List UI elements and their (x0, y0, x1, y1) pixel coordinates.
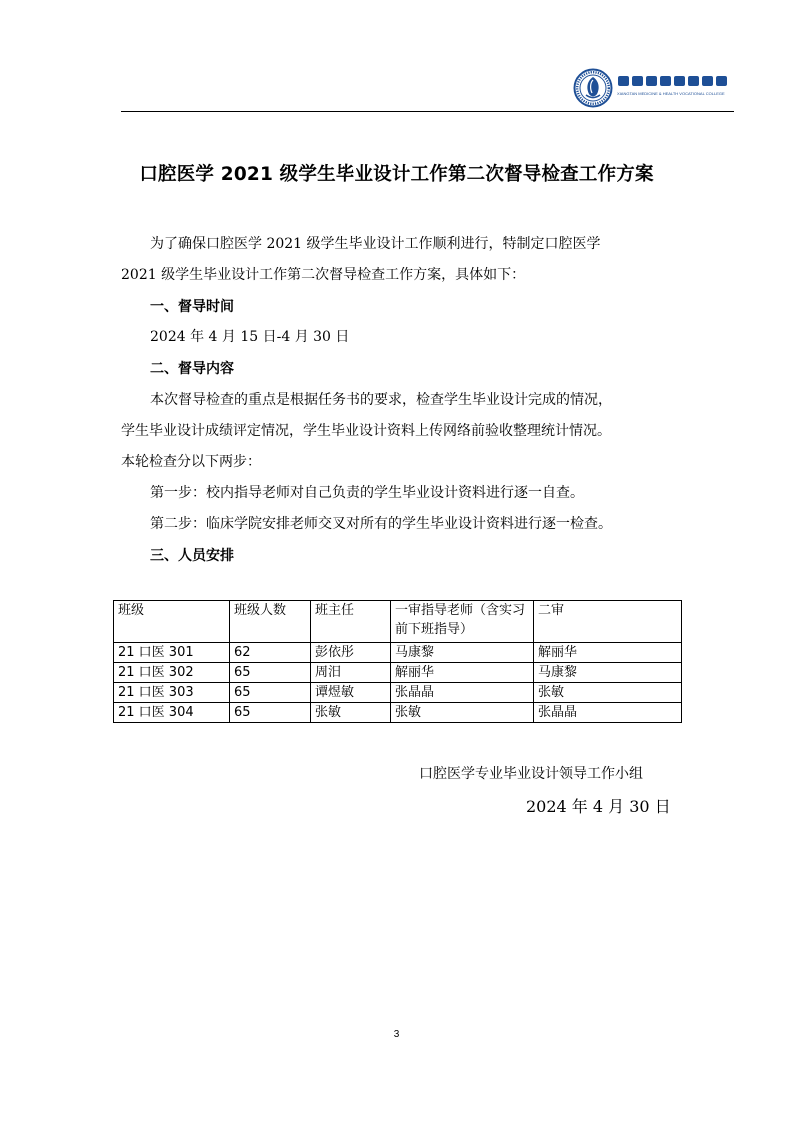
college-logo (573, 68, 733, 110)
cell-class: 21 口医 302 (114, 663, 230, 683)
cell-class: 21 口医 304 (114, 703, 230, 723)
section-heading-staff: 三、人员安排 (150, 548, 234, 564)
cell-second-reviewer: 解丽华 (534, 643, 682, 663)
cell-first-reviewer: 马康黎 (391, 643, 534, 663)
table-row (114, 703, 682, 723)
page-number: 3 (393, 1029, 400, 1040)
college-seal-icon (573, 68, 613, 108)
cell-head-teacher: 彭依彤 (311, 643, 391, 663)
cell-first-reviewer: 张敏 (391, 703, 534, 723)
table-row (114, 683, 682, 703)
document-title: 口腔医学 2021 级学生毕业设计工作第二次督导检查工作方案 (139, 164, 654, 185)
section-heading-content: 二、督导内容 (150, 361, 234, 377)
staff-table (113, 600, 682, 723)
college-name-en: XIANGTAN MEDICINE & HEALTH VOCATIONAL COLLEGE (617, 91, 725, 96)
college-name-calligraphy (617, 74, 731, 88)
cell-head-teacher: 谭煜敏 (311, 683, 391, 703)
content-line-1: 本次督导检查的重点是根据任务书的要求，检查学生毕业设计完成的情况， (150, 392, 612, 408)
cell-student-count: 62 (230, 643, 311, 663)
cell-first-reviewer: 解丽华 (391, 663, 534, 683)
cell-class: 21 口医 303 (114, 683, 230, 703)
header-second-reviewer: 二审 (534, 601, 682, 643)
supervision-dates: 2024 年 4 月 15 日-4 月 30 日 (150, 329, 350, 345)
cell-second-reviewer: 马康黎 (534, 663, 682, 683)
content-line-2: 学生毕业设计成绩评定情况，学生毕业设计资料上传网络前验收整理统计情况。 (121, 423, 611, 439)
intro-line-2: 2021 级学生毕业设计工作第二次督导检查工作方案，具体如下： (121, 267, 526, 283)
header-head-teacher: 班主任 (311, 601, 391, 643)
table-row (114, 643, 682, 663)
table-header-row (114, 601, 682, 643)
cell-second-reviewer: 张晶晶 (534, 703, 682, 723)
signing-date: 2024 年 4 月 30 日 (526, 797, 671, 816)
step-two: 第二步：临床学院安排老师交叉对所有的学生毕业设计资料进行逐一检查。 (150, 516, 612, 532)
header-first-reviewer: 一审指导老师（含实习前下班指导） (391, 601, 534, 643)
cell-student-count: 65 (230, 683, 311, 703)
content-line-3: 本轮检查分以下两步： (121, 454, 261, 470)
intro-line-1: 为了确保口腔医学 2021 级学生毕业设计工作顺利进行，特制定口腔医学 (150, 236, 601, 252)
cell-student-count: 65 (230, 663, 311, 683)
cell-student-count: 65 (230, 703, 311, 723)
cell-second-reviewer: 张敏 (534, 683, 682, 703)
header-class: 班级 (114, 601, 230, 643)
table-row (114, 663, 682, 683)
cell-head-teacher: 周汨 (311, 663, 391, 683)
header-student-count: 班级人数 (230, 601, 311, 643)
cell-head-teacher: 张敏 (311, 703, 391, 723)
header-divider (121, 111, 734, 112)
signing-organization: 口腔医学专业毕业设计领导工作小组 (419, 766, 643, 782)
section-heading-time: 一、督导时间 (150, 299, 234, 315)
step-one: 第一步：校内指导老师对自己负责的学生毕业设计资料进行逐一自查。 (150, 485, 584, 501)
cell-first-reviewer: 张晶晶 (391, 683, 534, 703)
cell-class: 21 口医 301 (114, 643, 230, 663)
